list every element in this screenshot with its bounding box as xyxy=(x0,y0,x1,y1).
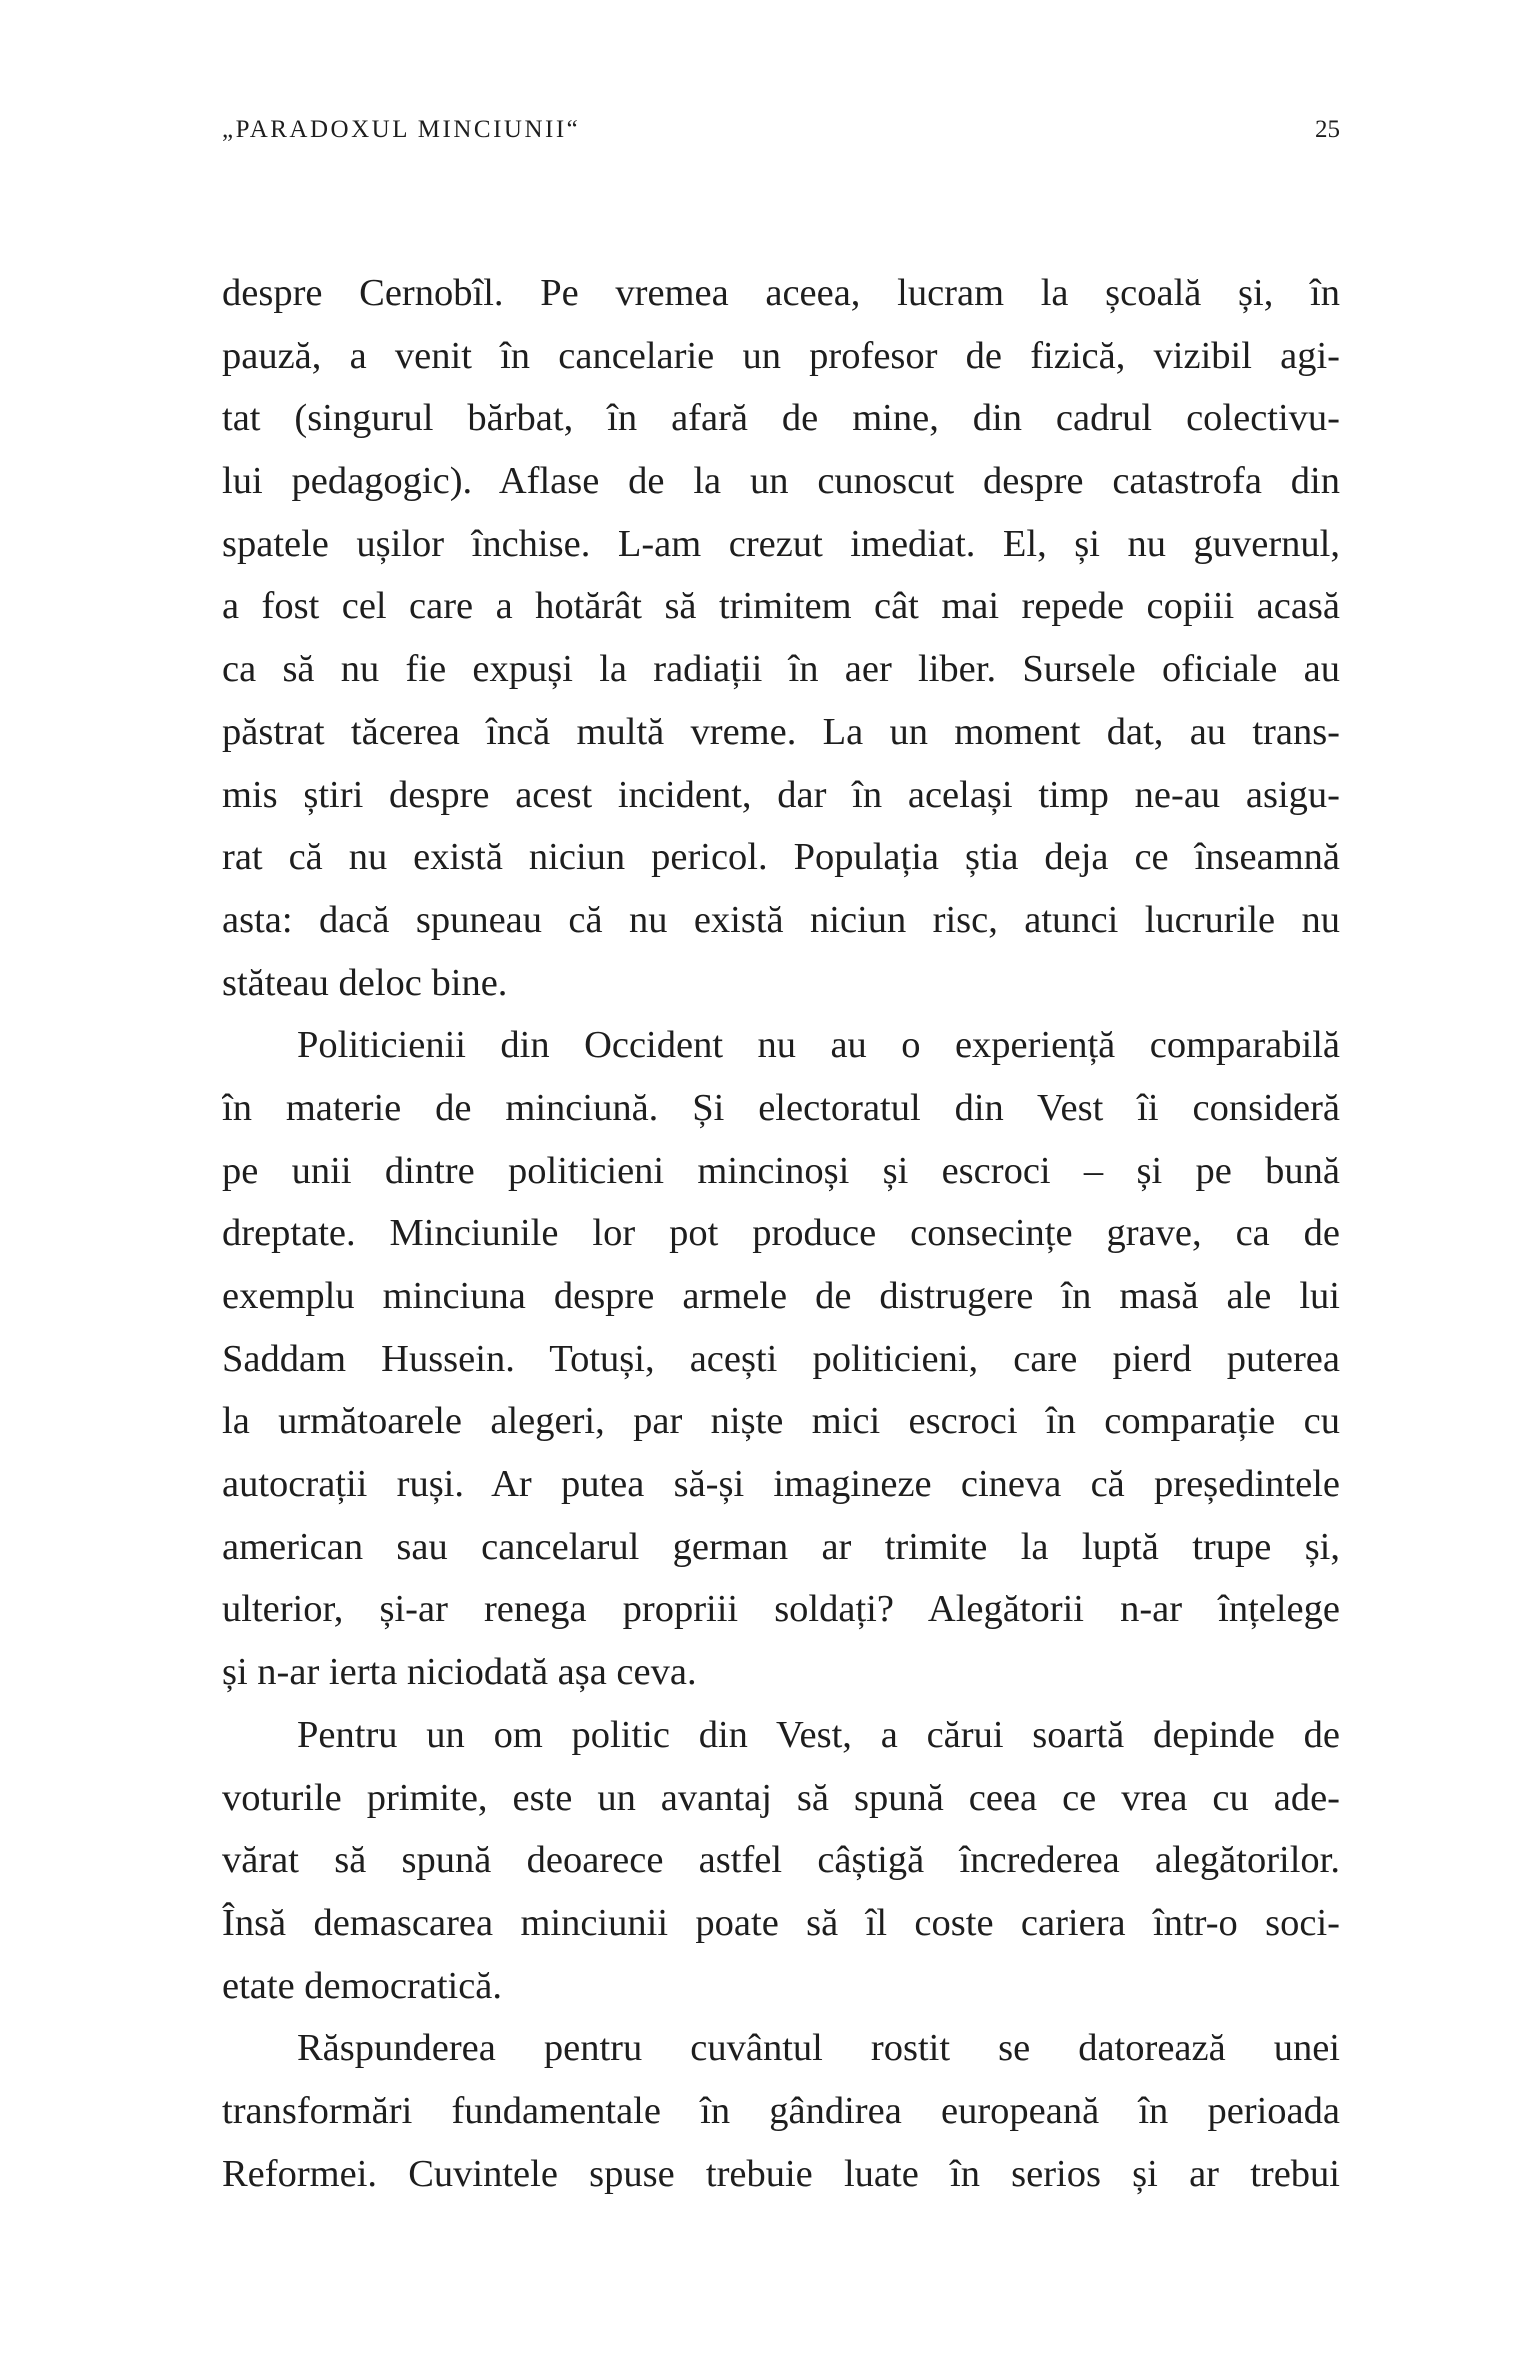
paragraph xyxy=(222,2017,1340,2205)
text-line: etate democratică. xyxy=(222,1964,503,2007)
text-line: pe unii dintre politicieni mincinoși și escroci – și pe bună xyxy=(222,1149,1340,1192)
text-line: la următoarele alegeri, par niște mici escroci în comparație cu xyxy=(222,1400,1340,1443)
text-line: ulterior, și-ar renega propriii soldați? Alegătorii n-ar înțelege xyxy=(222,1588,1340,1631)
text-line: Politicienii din Occident nu au o experiență comparabilă xyxy=(297,1024,1340,1067)
text-line: lui pedagogic). Aflase de la un cunoscut despre catastrofa din xyxy=(222,460,1340,503)
text-line: păstrat tăcerea încă multă vreme. La un moment dat, au trans- xyxy=(222,710,1340,753)
running-title: „PARADOXUL MINCIUNII“ xyxy=(222,116,581,143)
text-line: Însă demascarea minciunii poate să îl coste cariera într-o soci- xyxy=(222,1901,1340,1944)
text-line: asta: dacă spuneau că nu există niciun risc, atunci lucrurile nu xyxy=(222,898,1340,941)
text-line: Pentru un om politic din Vest, a cărui soartă depinde de xyxy=(297,1713,1340,1756)
text-line: vărat să spună deoarece astfel câștigă încrederea alegătorilor. xyxy=(222,1839,1340,1882)
text-line: rat că nu există niciun pericol. Populația știa deja ce înseamnă xyxy=(222,836,1340,879)
text-line: și n-ar ierta niciodată așa ceva. xyxy=(222,1651,697,1694)
text-line: în materie de minciună. Și electoratul din Vest îi consideră xyxy=(222,1086,1340,1129)
text-line: a fost cel care a hotărât să trimitem cât mai repede copiii acasă xyxy=(222,585,1340,628)
text-line: Saddam Hussein. Totuși, acești politicieni, care pierd puterea xyxy=(222,1337,1340,1380)
text-line: stăteau deloc bine. xyxy=(222,961,508,1004)
paragraph xyxy=(222,262,1340,1014)
text-line: dreptate. Minciunile lor pot produce consecințe grave, ca de xyxy=(222,1212,1340,1255)
text-line: spatele ușilor închise. L-am crezut imediat. El, și nu guvernul, xyxy=(222,522,1340,565)
text-line: Reformei. Cuvintele spuse trebuie luate în serios și ar trebui xyxy=(222,2152,1340,2195)
text-line: pauză, a venit în cancelarie un profesor de fizică, vizibil agi- xyxy=(222,334,1340,377)
text-line: Răspunderea pentru cuvântul rostit se datorează unei xyxy=(297,2027,1340,2070)
text-line: voturile primite, este un avantaj să spună ceea ce vrea cu ade- xyxy=(222,1776,1340,1819)
running-header xyxy=(222,116,1340,156)
text-line: mis știri despre acest incident, dar în același timp ne-au asigu- xyxy=(222,773,1340,816)
body-text xyxy=(222,262,1340,2205)
text-line: american sau cancelarul german ar trimite la luptă trupe și, xyxy=(222,1525,1340,1568)
page-number: 25 xyxy=(1315,116,1340,143)
text-line: despre Cernobîl. Pe vremea aceea, lucram la școală și, în xyxy=(222,272,1340,314)
text-line: exemplu minciuna despre armele de distrugere în masă ale lui xyxy=(222,1275,1340,1317)
paragraph xyxy=(222,1014,1340,1704)
text-line: tat (singurul bărbat, în afară de mine, din cadrul colectivu- xyxy=(222,397,1340,440)
text-line: autocrații ruși. Ar putea să-și imagineze cineva că președintele xyxy=(222,1463,1340,1506)
text-line: ca să nu fie expuși la radiații în aer liber. Sursele oficiale au xyxy=(222,648,1340,691)
text-line: transformări fundamentale în gândirea europeană în perioada xyxy=(222,2089,1340,2132)
paragraph xyxy=(222,1704,1340,2017)
